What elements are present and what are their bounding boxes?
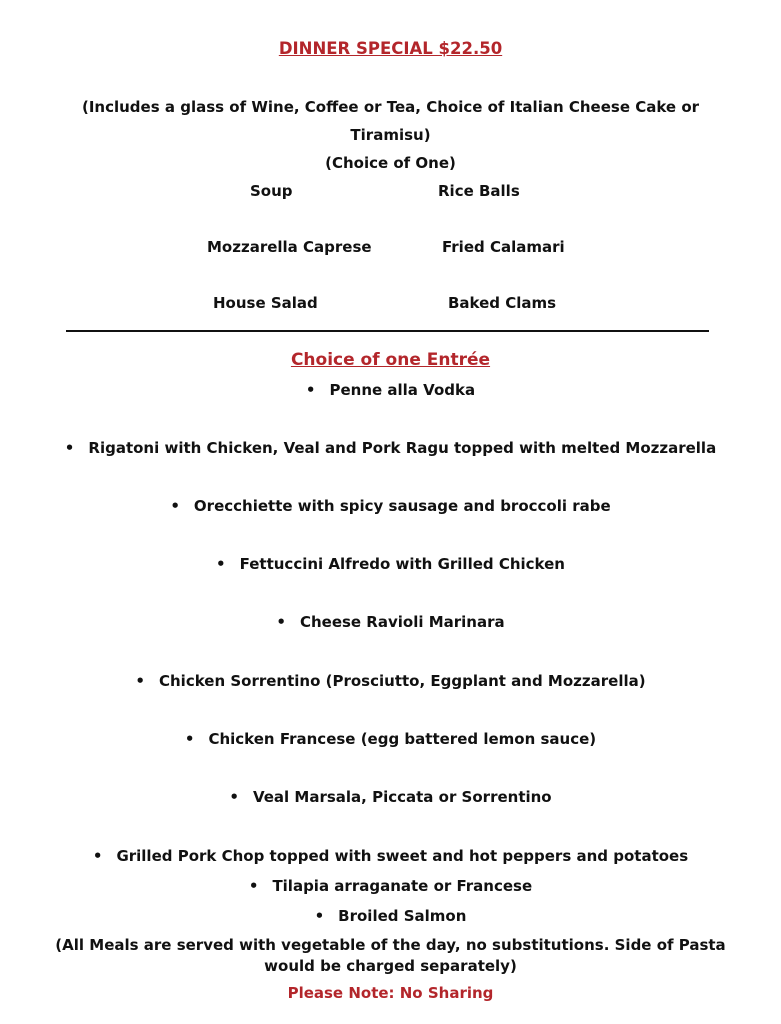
- bullet-icon: •: [92, 847, 103, 865]
- bullet-icon: •: [64, 439, 75, 457]
- section-divider: [66, 330, 709, 332]
- entree-label: Rigatoni with Chicken, Veal and Pork Ragu topped with melted Mozzarella: [88, 439, 717, 457]
- entree-item: [0, 671, 781, 691]
- bullet-icon: •: [229, 788, 239, 806]
- bullet-icon: •: [305, 381, 316, 399]
- entree-item: [0, 612, 781, 632]
- starter-mozzarella-caprese: Mozzarella Caprese: [207, 238, 372, 256]
- entree-section-heading: Choice of one Entrée: [290, 350, 491, 370]
- entree-label: Broiled Salmon: [338, 907, 467, 925]
- entree-label: Grilled Pork Chop topped with sweet and hot peppers and potatoes: [116, 847, 689, 865]
- no-sharing-note: Please Note: No Sharing: [287, 984, 494, 1002]
- bullet-icon: •: [170, 497, 180, 515]
- bullet-icon: •: [216, 555, 226, 573]
- entree-item: [0, 554, 781, 574]
- bullet-icon: •: [184, 730, 195, 748]
- served-note-line-2: would be charged separately): [264, 957, 517, 975]
- entree-item: [0, 380, 781, 400]
- entree-item: [0, 846, 781, 866]
- entree-label: Chicken Sorrentino (Prosciutto, Eggplant and Mozzarella): [158, 672, 646, 690]
- bullet-icon: •: [314, 907, 325, 925]
- entree-label: Fettuccini Alfredo with Grilled Chicken: [239, 555, 565, 573]
- bullet-icon: •: [276, 613, 286, 631]
- entree-item: [0, 906, 781, 926]
- entree-label: Cheese Ravioli Marinara: [299, 613, 505, 631]
- entree-item: [0, 876, 781, 896]
- choice-of-one-label: (Choice of One): [325, 154, 456, 172]
- starter-baked-clams: Baked Clams: [448, 294, 557, 312]
- bullet-icon: •: [135, 672, 145, 690]
- includes-text-line-2: Tiramisu): [350, 126, 431, 144]
- entree-item: [0, 438, 781, 458]
- starter-fried-calamari: Fried Calamari: [442, 238, 565, 256]
- entree-label: Veal Marsala, Piccata or Sorrentino: [252, 788, 552, 806]
- entree-item: [0, 787, 781, 807]
- entree-label: Penne alla Vodka: [329, 381, 476, 399]
- entree-label: Tilapia arraganate or Francese: [272, 877, 533, 895]
- starter-house-salad: House Salad: [213, 294, 318, 312]
- includes-text-line-1: (Includes a glass of Wine, Coffee or Tea, Choice of Italian Cheese Cake or: [81, 98, 700, 116]
- served-note-line-1: (All Meals are served with vegetable of the day, no substitutions. Side of Pasta: [55, 936, 726, 954]
- entree-item: [0, 496, 781, 516]
- entree-label: Chicken Francese (egg battered lemon sauce): [208, 730, 597, 748]
- menu-title: DINNER SPECIAL $22.50: [278, 39, 503, 58]
- starter-rice-balls: Rice Balls: [438, 182, 520, 200]
- bullet-icon: •: [248, 877, 259, 895]
- entree-label: Orecchiette with spicy sausage and broccoli rabe: [193, 497, 611, 515]
- entree-item: [0, 729, 781, 749]
- starter-soup: Soup: [250, 182, 293, 200]
